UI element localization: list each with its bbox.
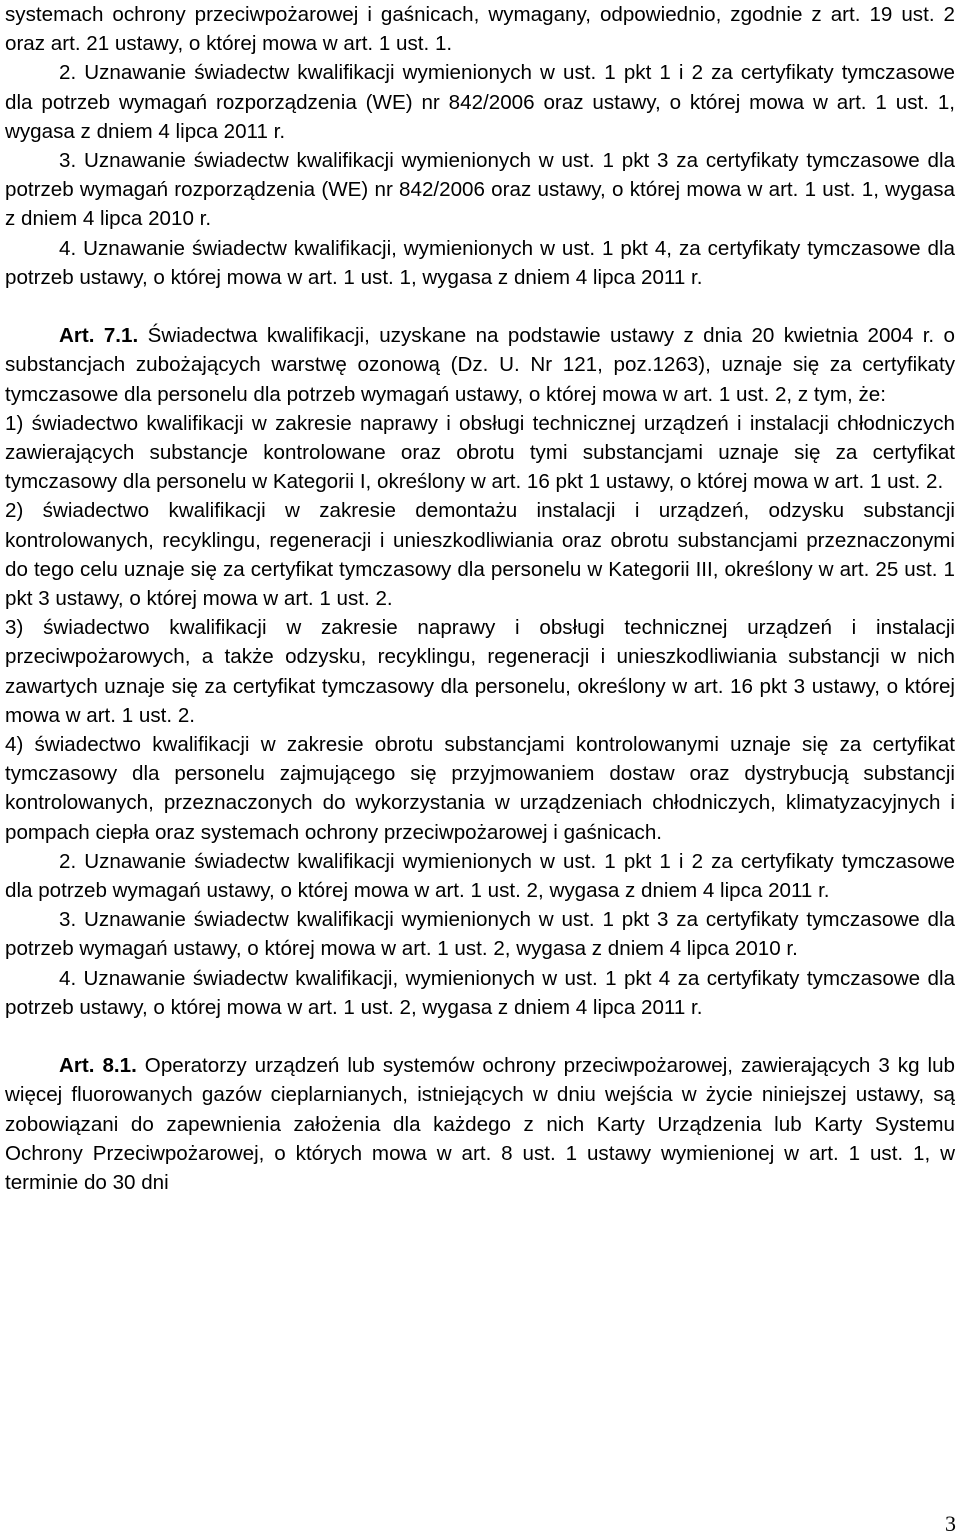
paragraph-art7-pkt2: 2) świadectwo kwalifikacji w zakresie demontażu instalacji i urządzeń, odzysku substancji kontrolowanych, recyklingu, regeneracji i unieszkodliwiania oraz obrotu substancjami przeznaczonymi do tego celu uznaje się za certyfikat tymczasowy dla personelu w Kategorii III, określony w art. 25 ust. 1 pkt 3 ustawy, o której mowa w art. 1 ust. 2. xyxy=(5,499,955,611)
page-number: 3 xyxy=(945,1511,956,1536)
paragraph-art7-ust2: 2. Uznawanie świadectw kwalifikacji wymienionych w ust. 1 pkt 1 i 2 za certyfikaty tymczasowe dla potrzeb wymagań ustawy, o której mowa w art. 1 ust. 2, wygasa z dniem 4 lipca 2011 r. xyxy=(5,849,955,903)
article-text: Świadectwa kwalifikacji, uzyskane na podstawie ustawy z dnia 20 kwietnia 2004 r. o substancjach zubożających warstwę ozonową (Dz. U. Nr 121, poz.1263), uznaje się za certyfikaty tymczasowe dla personelu dla potrzeb wymagań ustawy, o której mowa w art. 1 ust. 2, z tym, że: xyxy=(5,324,955,406)
paragraph-art7-pkt3: 3) świadectwo kwalifikacji w zakresie naprawy i obsługi technicznej urządzeń i instalacji przeciwpożarowych, a także odzysku, recyklingu, regeneracji i unieszkodliwiania substancji w nich zawartych uznaje się za certyfikat tymczasowy dla personelu, określony w art. 16 pkt 3 ustawy, o której mowa w art. 1 ust. 2. xyxy=(5,616,955,727)
document-body xyxy=(5,0,955,1197)
paragraph-art6-ust2: 2. Uznawanie świadectw kwalifikacji wymienionych w ust. 1 pkt 1 i 2 za certyfikaty tymczasowe dla potrzeb wymagań rozporządzenia (WE) nr 842/2006 oraz ustawy, o której mowa w art. 1 ust. 1, wygasa z dniem 4 lipca 2011 r. xyxy=(5,61,955,143)
paragraph-art8 xyxy=(5,1051,955,1197)
article-text: Operatorzy urządzeń lub systemów ochrony przeciwpożarowej, zawierających 3 kg lub więcej fluorowanych gazów cieplarnianych, istniejących w dniu wejścia w życie niniejszej ustawy, są zobowiązani do zapewnienia założenia dla każdego z nich Karty Urządzenia lub Karty Systemu Ochrony Przeciwpożarowej, o których mowa w art. 8 ust. 1 ustawy wymienionej w art. 1 ust. 1, w terminie do 30 dni xyxy=(5,1054,955,1195)
paragraph-art7 xyxy=(5,321,955,409)
paragraph-art7-pkt4: 4) świadectwo kwalifikacji w zakresie obrotu substancjami kontrolowanymi uznaje się za certyfikat tymczasowy dla personelu zajmującego się przyjmowaniem dostaw oraz dystrybucją substancji kontrolowanych, przeznaczonych do wykorzystania w urządzeniach chłodniczych, klimatyzacyjnych i pompach ciepła oraz systemach ochrony przeciwpożarowej i gaśnicach. xyxy=(5,733,955,844)
paragraph-art6-ust4: 4. Uznawanie świadectw kwalifikacji, wymienionych w ust. 1 pkt 4, za certyfikaty tymczasowe dla potrzeb ustawy, o której mowa w art. 1 ust. 1, wygasa z dniem 4 lipca 2011 r. xyxy=(5,236,955,289)
paragraph-art7-pkt1: 1) świadectwo kwalifikacji w zakresie naprawy i obsługi technicznej urządzeń i instalacji chłodniczych zawierających substancje kontrolowane oraz obrotu tymi substancjami uznaje się za certyfikat tymczasowy dla personelu w Kategorii I, określony w art. 16 pkt 1 ustawy, o której mowa w art. 1 ust. 2. xyxy=(5,411,955,494)
paragraph-continuation: systemach ochrony przeciwpożarowej i gaśnicach, wymagany, odpowiednio, zgodnie z art. 19 ust. 2 oraz art. 21 ustawy, o której mowa w art. 1 ust. 1. xyxy=(5,3,955,56)
paragraph-art6-ust3: 3. Uznawanie świadectw kwalifikacji wymienionych w ust. 1 pkt 3 za certyfikaty tymczasowe dla potrzeb wymagań rozporządzenia (WE) nr 842/2006 oraz ustawy, o której mowa w art. 1 ust. 1, wygasa z dniem 4 lipca 2010 r. xyxy=(5,149,955,231)
article-heading: Art. 7.1. xyxy=(59,324,139,348)
article-heading: Art. 8.1. xyxy=(59,1054,137,1078)
paragraph-art7-ust4: 4. Uznawanie świadectw kwalifikacji, wymienionych w ust. 1 pkt 4 za certyfikaty tymczasowe dla potrzeb ustawy, o której mowa w art. 1 ust. 2, wygasa z dniem 4 lipca 2011 r. xyxy=(5,966,955,1019)
paragraph-spacer xyxy=(5,1022,955,1051)
paragraph-spacer xyxy=(5,292,955,321)
paragraph-art7-ust3: 3. Uznawanie świadectw kwalifikacji wymienionych w ust. 1 pkt 3 za certyfikaty tymczasowe dla potrzeb wymagań ustawy, o której mowa w art. 1 ust. 2, wygasa z dniem 4 lipca 2010 r. xyxy=(5,908,955,961)
